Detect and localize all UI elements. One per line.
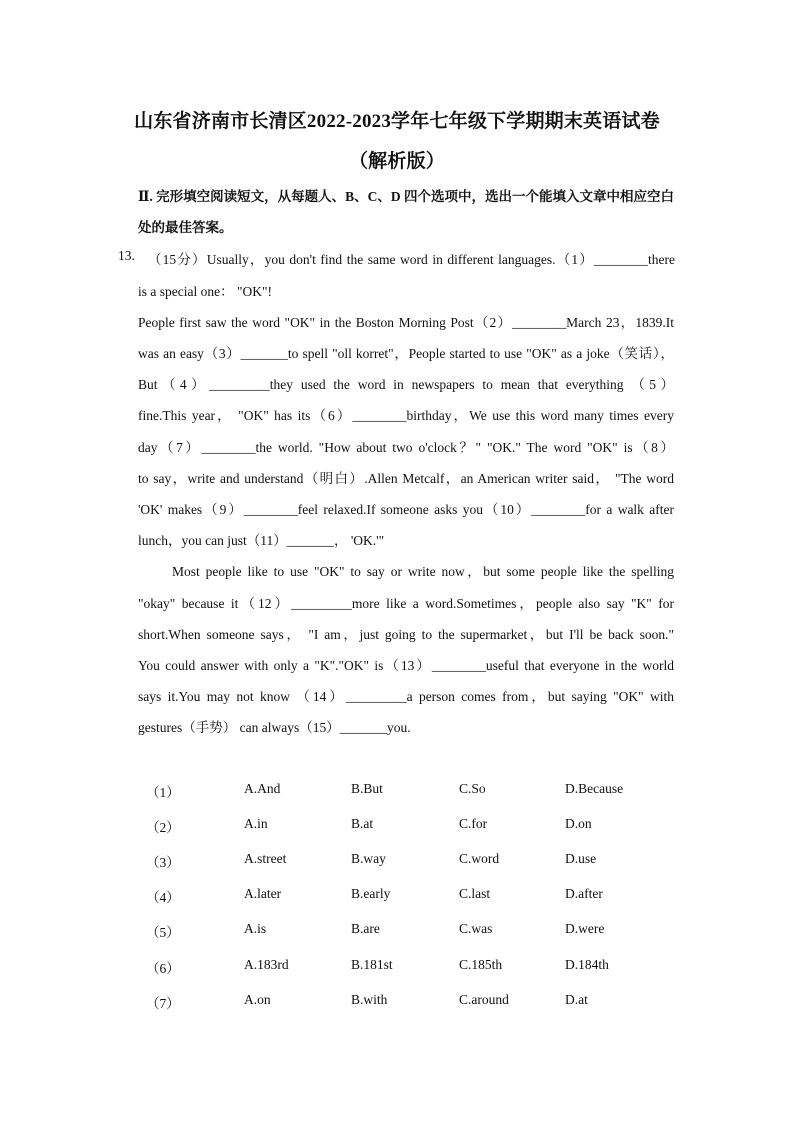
option-row: [0, 992, 794, 1012]
option-b[interactable]: B.181st: [351, 957, 393, 972]
passage-line: 'OK' makes（9）________feel relaxed.If someone asks you（10）________for a walk after: [138, 502, 674, 517]
passage-line: to say，write and understand（明白）.Allen Metcalf，an American writer said， "The word: [138, 471, 674, 486]
passage-line: gestures（手势） can always（15）_______you.: [138, 720, 411, 735]
option-row: [0, 921, 794, 941]
passage-line: People first saw the word "OK" in the Boston Morning Post（2）________March 23，1839.It: [138, 315, 674, 330]
passage-line: short.When someone says， "I am，just going to the supermarket，but I'll be back soon.": [138, 627, 674, 642]
option-row: [0, 851, 794, 871]
option-c[interactable]: C.for: [459, 816, 488, 831]
option-a[interactable]: A.street: [244, 851, 287, 866]
option-d[interactable]: D.at: [565, 992, 588, 1007]
option-number: （1）: [146, 785, 180, 800]
page-subtitle: （解析版）: [348, 151, 445, 172]
option-d[interactable]: D.184th: [565, 957, 609, 972]
option-b[interactable]: B.with: [351, 992, 388, 1007]
passage-line: （15分）Usually，you don't find the same word in different languages.（1）________there: [148, 252, 675, 267]
option-row: [0, 957, 794, 977]
option-a[interactable]: A.And: [244, 781, 281, 796]
option-d[interactable]: D.use: [565, 851, 597, 866]
passage-line: "okay" because it（12）_________more like a word.Sometimes，people also say "K" for: [138, 596, 674, 611]
option-number: （5）: [146, 925, 180, 940]
option-d[interactable]: D.were: [565, 921, 605, 936]
option-c[interactable]: C.185th: [459, 957, 503, 972]
option-a[interactable]: A.on: [244, 992, 271, 1007]
option-number: （6）: [146, 961, 180, 976]
option-c[interactable]: C.So: [459, 781, 486, 796]
option-b[interactable]: B.way: [351, 851, 386, 866]
option-c[interactable]: C.was: [459, 921, 493, 936]
passage-line: day（7）________the world. "How about two o'clock？" "OK." The word "OK" is（8）: [138, 440, 674, 455]
passage-line: is a special one： "OK"!: [138, 284, 272, 299]
option-b[interactable]: B.at: [351, 816, 374, 831]
option-c[interactable]: C.word: [459, 851, 500, 866]
option-number: （7）: [146, 996, 180, 1011]
passage-line: was an easy（3）_______to spell "oll korret"，People started to use "OK" as a joke（笑话），: [138, 346, 674, 361]
question-number: 13.: [118, 248, 135, 263]
option-row: [0, 781, 794, 801]
page-title: 山东省济南市长清区2022-2023学年七年级下学期期末英语试卷: [134, 111, 660, 132]
option-row: [0, 816, 794, 836]
option-number: （3）: [146, 855, 180, 870]
passage-line: But（4）_________they used the word in newspapers to mean that everything （5）: [138, 377, 674, 392]
section-heading: Ⅱ. 完形填空阅读短文，从每题人、B、C、D 四个选项中，选出一个能填入文章中相应空白处的最佳答案。: [138, 189, 675, 235]
option-b[interactable]: B.are: [351, 921, 380, 936]
option-a[interactable]: A.later: [244, 886, 282, 901]
passage-line: You could answer with only a "K"."OK" is（13）________useful that everyone in the world: [138, 658, 674, 673]
option-b[interactable]: B.early: [351, 886, 391, 901]
passage-line: fine.This year， "OK" has its（6）________birthday，We use this word many times every: [138, 408, 674, 423]
option-d[interactable]: D.Because: [565, 781, 624, 796]
option-a[interactable]: A.is: [244, 921, 267, 936]
option-d[interactable]: D.on: [565, 816, 592, 831]
option-a[interactable]: A.183rd: [244, 957, 289, 972]
passage-line: says it.You may not know （14）_________a person comes from，but saying "OK" with: [138, 689, 674, 704]
option-d[interactable]: D.after: [565, 886, 603, 901]
option-row: [0, 886, 794, 906]
passage-line: Most people like to use "OK" to say or write now，but some people like the spelling: [172, 564, 674, 579]
option-c[interactable]: C.around: [459, 992, 509, 1007]
option-c[interactable]: C.last: [459, 886, 491, 901]
option-b[interactable]: B.But: [351, 781, 383, 796]
option-number: （4）: [146, 890, 180, 905]
passage-line: lunch，you can just（11）_______， 'OK.'": [138, 533, 385, 548]
option-number: （2）: [146, 820, 180, 835]
option-a[interactable]: A.in: [244, 816, 268, 831]
